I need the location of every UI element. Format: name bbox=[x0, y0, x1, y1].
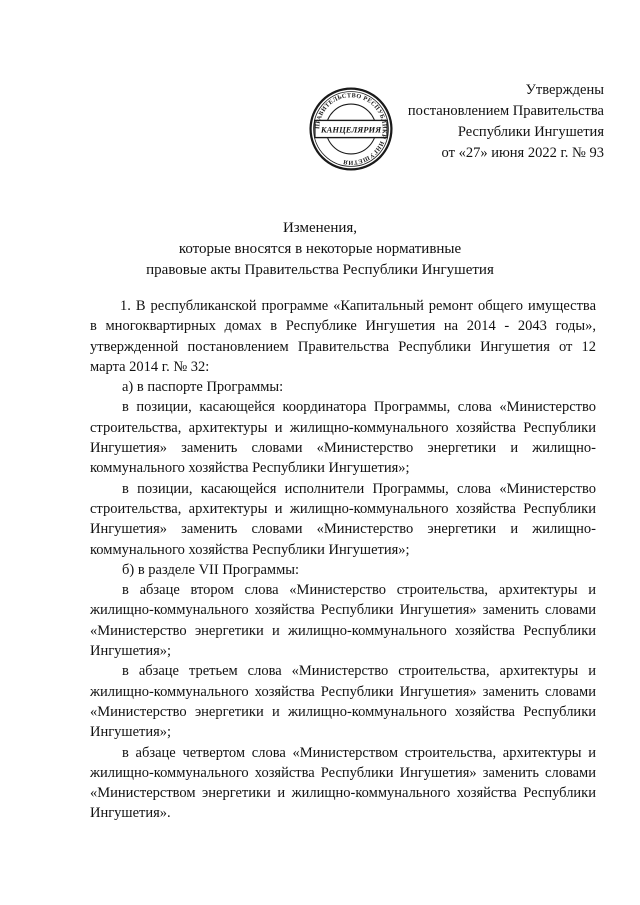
paragraph-3: в позиции, касающейся координатора Программы, слова «Министерство строительства, архитектуры и жилищно-коммунального хозяйства Республики Ингушетия» заменить словами «Министерство энергетики и жилищно-коммунального хозяйства Республики Ингушетия»; bbox=[90, 399, 596, 477]
approval-line-2: постановлением Правительства bbox=[407, 103, 604, 119]
approval-line-4: от «27» июня 2022 г. № 93 bbox=[441, 145, 604, 161]
title-line-2: которые вносятся в некоторые нормативные bbox=[178, 241, 462, 257]
office-stamp-icon bbox=[308, 86, 394, 172]
title-line-3: правовые акты Правительства Республики Ингушетия bbox=[146, 262, 494, 278]
paragraph-6: в абзаце втором слова «Министерство строительства, архитектуры и жилищно-коммунального хозяйства Республики Ингушетия» заменить словами «Министерство энергетики и жилищно-коммунального хозяйства Республики Ингушетия»; bbox=[90, 582, 596, 660]
title-line-1: Изменения, bbox=[282, 220, 358, 236]
paragraph-4: в позиции, касающейся исполнители Программы, слова «Министерство строительства, архитектуры и жилищно-коммунального хозяйства Республики Ингушетия» заменить словами «Министерство энергетики и жилищно-коммунального хозяйства Республики Ингушетия»; bbox=[90, 480, 596, 558]
paragraph-2: а) в паспорте Программы: bbox=[122, 379, 284, 396]
stamp-center-text: КАНЦЕЛЯРИЯ bbox=[320, 124, 382, 135]
paragraph-1: 1. В республиканской программе «Капитальный ремонт общего имущества в многоквартирных домах в Республике Ингушетия на 2014 - 2043 годы», утвержденной постановлением Правительства Республики Ингушетия от 12 марта 2014 г. № 32: bbox=[90, 298, 596, 375]
document-title bbox=[0, 218, 640, 281]
paragraph-8: в абзаце четвертом слова «Министерством строительства, архитектуры и жилищно-коммунального хозяйства Республики Ингушетия» заменить словами «Министерством энергетики и жилищно-коммунального хозяйства Республики Ингушетия». bbox=[90, 744, 596, 822]
paragraph-7: в абзаце третьем слова «Министерство строительства, архитектуры и жилищно-коммунального хозяйства Республики Ингушетия» заменить словами «Министерство энергетики и жилищно-коммунального хозяйства Республики Ингушетия»; bbox=[90, 663, 596, 741]
approval-line-3: Республики Ингушетия bbox=[457, 124, 604, 140]
paragraph-5: б) в разделе VII Программы: bbox=[122, 561, 300, 578]
approval-block bbox=[408, 80, 604, 164]
approval-line-1: Утверждены bbox=[525, 82, 604, 98]
document-body bbox=[90, 296, 596, 824]
stamp-ring-text: ПРАВИТЕЛЬСТВО РЕСПУБЛИКИ ИНГУШЕТИЯ bbox=[314, 92, 388, 166]
